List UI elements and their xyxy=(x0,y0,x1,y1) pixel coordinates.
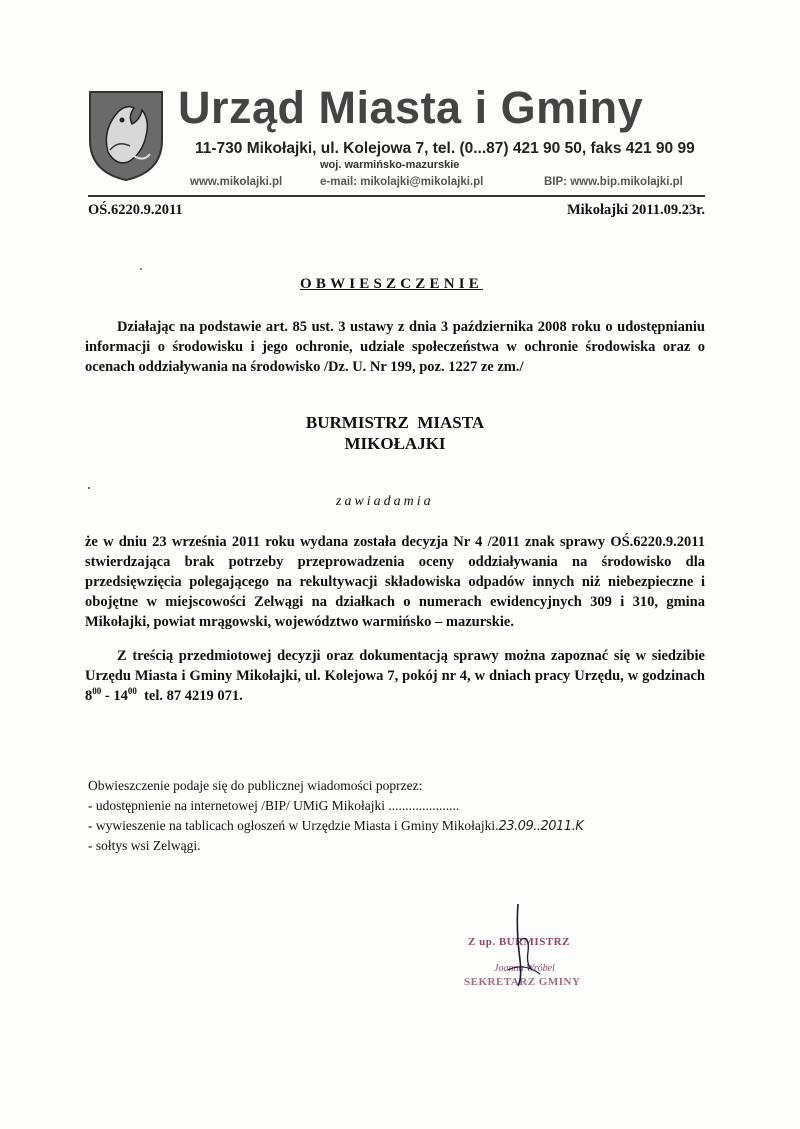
publication-item xyxy=(88,816,583,837)
notice-heading: OBWIESZCZENIE xyxy=(300,276,483,292)
informs-word: zawiadamia xyxy=(336,494,434,509)
stamp-line-1: Z up. BURMISTRZ xyxy=(468,936,570,948)
handwritten-date: 23.09..2011.K xyxy=(498,818,584,834)
letterhead-region: woj. warmińsko-mazurskie xyxy=(320,159,460,171)
fish-crest-icon xyxy=(88,90,164,182)
letterhead-address: 11-730 Mikołajki, ul. Kolejowa 7, tel. (0...87) 421 90 50, faks 421 90 99 xyxy=(195,140,695,157)
mayor-line-1: BURMISTRZ MIASTA xyxy=(305,413,485,432)
scan-speck xyxy=(88,487,90,489)
mayor-line-2: MIKOŁAJKI xyxy=(344,434,446,453)
stamp-line-2: Joanna Wróbel xyxy=(494,963,555,974)
letterhead-email[interactable]: e-mail: mikolajki@mikolajki.pl xyxy=(320,176,484,188)
office-phone: tel. 87 4219 071. xyxy=(136,688,243,704)
hour-dash: - 14 xyxy=(101,688,128,704)
letterhead-bip[interactable]: BIP: www.bip.mikolajki.pl xyxy=(544,176,683,188)
place-date: Mikołajki 2011.09.23r. xyxy=(566,202,705,218)
publication-list xyxy=(88,796,583,856)
stamp-line-3: SEKRETARZ GMINY xyxy=(464,976,581,988)
case-reference: OŚ.6220.9.2011 xyxy=(88,202,183,218)
publication-item: - sołtys wsi Zelwągi. xyxy=(88,838,201,853)
access-paragraph xyxy=(85,646,705,706)
letterhead-divider xyxy=(88,195,705,197)
legal-basis-paragraph: Działając na podstawie art. 85 ust. 3 ustawy z dnia 3 października 2008 roku o udostępnianiu informacji o środowisku i jego ochronie, udziale społeczeństwa w ochronie środowiska oraz o ocenach oddziaływania na środowisko /Dz. U. Nr 199, poz. 1227 ze zm./ xyxy=(85,319,705,375)
mayor-block xyxy=(280,412,510,454)
access-text: Z treścią przedmiotowej decyzji oraz dokumentacją sprawy można zapoznać się w siedzibie Urzędu Miasta i Gminy Mikołajki, ul. Kolejowa 7, pokój nr 4, w dniach pracy Urzędu, w godzinach 8 xyxy=(85,648,705,704)
scan-speck xyxy=(140,268,142,270)
hour-from-minutes: 00 xyxy=(92,686,102,697)
publication-item: - udostępnienie na internetowej /BIP/ UMiG Mikołajki ..................... xyxy=(88,798,460,813)
letterhead-title: Urząd Miasta i Gminy xyxy=(178,82,644,133)
signature-icon xyxy=(488,900,558,990)
letterhead-contacts xyxy=(190,176,710,188)
decision-paragraph: że w dniu 23 września 2011 roku wydana została decyzja Nr 4 /2011 znak sprawy OŚ.6220.9.2011 stwierdzająca brak potrzeby przeprowadzenia oceny oddziaływania na środowisko dla przedsięwzięcia polegającego na rekultywacji składowiska odpadów innych niż niebezpieczne i obojętne w miejscowości Zelwągi na działkach o numerach ewidencyjnych 309 i 310, gmina Mikołajki, powiat mrągowski, województwo warmińsko – mazurskie. xyxy=(85,534,705,630)
hour-to-minutes: 00 xyxy=(127,686,137,697)
publication-item-text: - wywieszenie na tablicach ogłoszeń w Urzędzie Miasta i Gminy Mikołajki. xyxy=(88,817,499,833)
publication-intro: Obwieszczenie podaje się do publicznej wiadomości poprzez: xyxy=(88,778,423,793)
letterhead-website[interactable]: www.mikolajki.pl xyxy=(190,176,283,188)
